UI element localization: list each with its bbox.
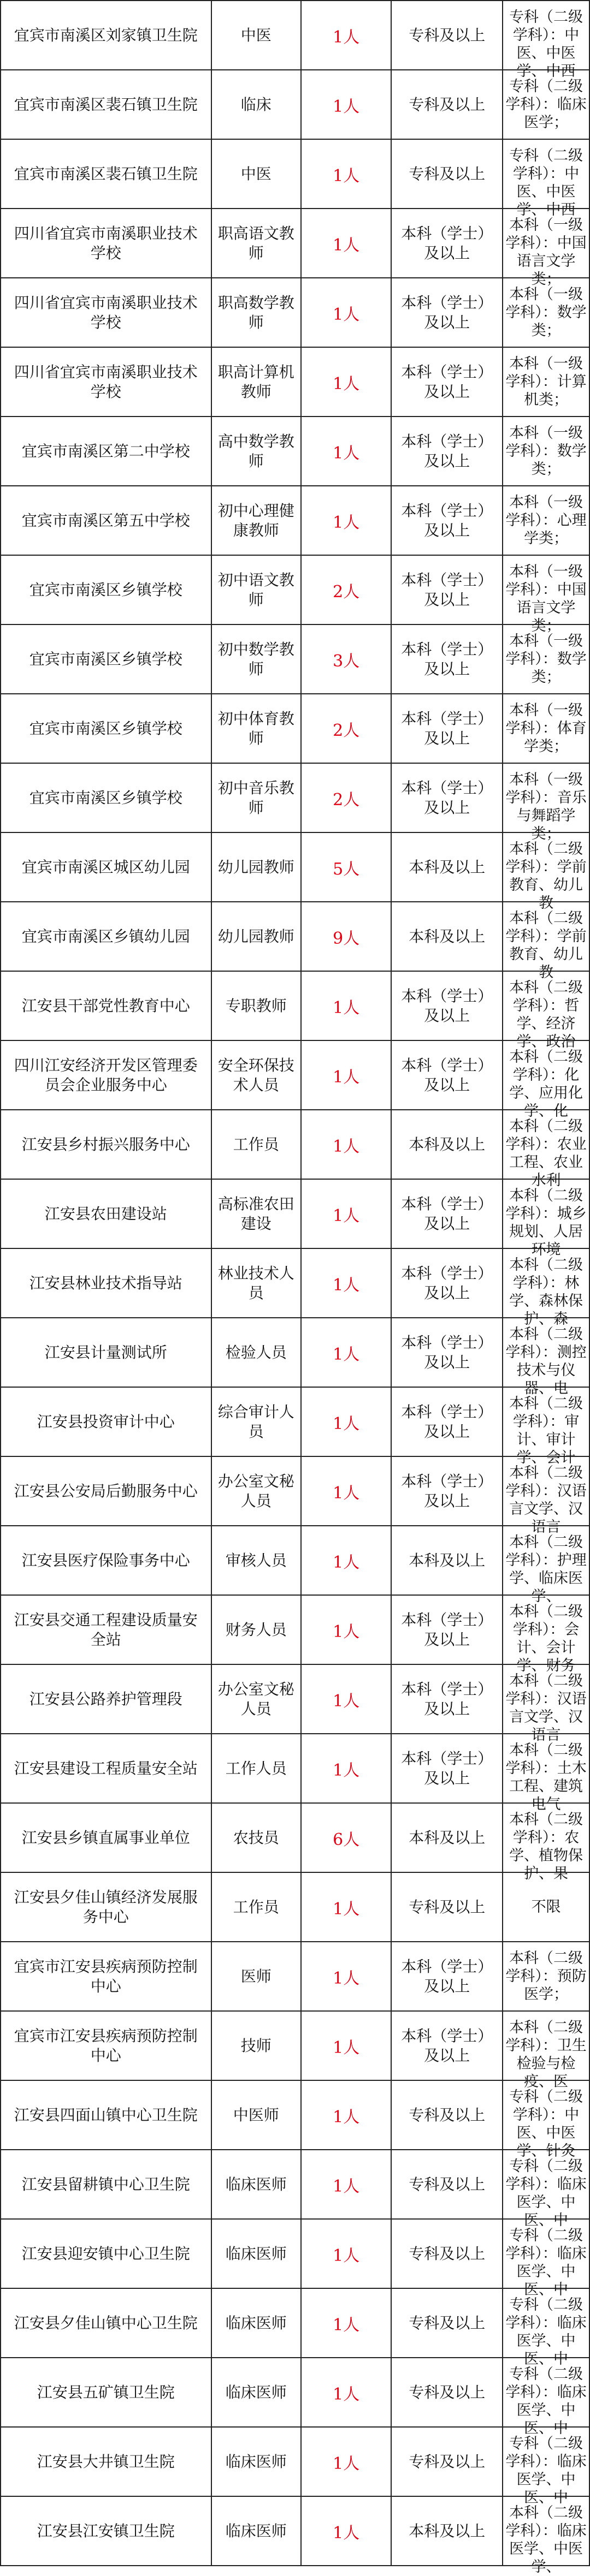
major-text: 本科（二级学科）：护理学、临床医学、 (505, 1533, 587, 1605)
major-cell (503, 139, 589, 218)
major-cell (503, 694, 589, 763)
table-row (1, 2219, 589, 2288)
major-cell (503, 2219, 589, 2298)
major-cell (503, 417, 589, 486)
table-row (1, 2427, 589, 2496)
education-cell: 本科（学士）及以上 (391, 555, 503, 624)
education-cell: 本科（学士）及以上 (391, 1387, 503, 1456)
post-name-cell: 临床医师 (211, 2219, 301, 2288)
table-row (1, 832, 589, 902)
education-cell: 专科及以上 (391, 1, 503, 70)
major-cell (503, 2080, 589, 2159)
unit-name-cell: 江安县四面山镇中心卫生院 (1, 2080, 211, 2150)
major-text: 本科（二级学科）：汉语言文学、汉语言 (505, 1464, 587, 1536)
education-cell: 本科及以上 (391, 902, 503, 971)
unit-name-cell: 江安县农田建设站 (1, 1179, 211, 1248)
table-row (1, 971, 589, 1040)
table-row (1, 2358, 589, 2427)
education-cell: 本科（学士）及以上 (391, 278, 503, 347)
table-row (1, 2496, 589, 2566)
unit-name-cell: 江安县医疗保险事务中心 (1, 1526, 211, 1595)
headcount-cell: 6人 (301, 1803, 391, 1872)
post-name-cell: 临床医师 (211, 2427, 301, 2496)
post-name-cell: 初中语文教师 (211, 555, 301, 624)
unit-name-cell: 宜宾市南溪区第五中学校 (1, 486, 211, 555)
headcount-cell: 1人 (301, 2011, 391, 2080)
post-name-cell: 工作员 (211, 1110, 301, 1179)
education-cell: 专科及以上 (391, 2358, 503, 2427)
education-cell: 本科及以上 (391, 832, 503, 902)
headcount-cell: 1人 (301, 1456, 391, 1526)
headcount-cell: 1人 (301, 347, 391, 417)
headcount-cell: 5人 (301, 832, 391, 902)
table-row (1, 1, 589, 70)
major-text: 本科（一级学科）：计算机类； (505, 355, 587, 408)
headcount-cell: 1人 (301, 1318, 391, 1387)
major-text: 本科（一级学科）：数学类； (505, 632, 587, 686)
headcount-cell: 1人 (301, 1664, 391, 1734)
headcount-cell: 1人 (301, 2496, 391, 2566)
education-cell: 专科及以上 (391, 2288, 503, 2358)
headcount-cell: 1人 (301, 1248, 391, 1318)
major-text: 本科（二级学科）：农学、植物保护、果 (509, 1811, 583, 1882)
post-name-cell: 专职教师 (211, 971, 301, 1040)
major-cell (503, 1526, 589, 1605)
major-cell (503, 902, 589, 981)
education-cell: 本科（学士）及以上 (391, 624, 503, 694)
unit-name-cell: 江安县乡镇直属事业单位 (1, 1803, 211, 1872)
major-text: 本科（二级学科）：会计、会计学、财务 (509, 1603, 583, 1674)
headcount-cell: 1人 (301, 70, 391, 139)
major-cell (503, 2358, 589, 2437)
post-name-cell: 临床 (211, 70, 301, 139)
major-text: 本科（一级学科）：心理学类； (505, 493, 587, 547)
post-name-cell: 幼儿园教师 (211, 902, 301, 971)
table-row (1, 1872, 589, 1942)
table-row (1, 2150, 589, 2219)
unit-name-cell: 江安县乡村振兴服务中心 (1, 1110, 211, 1179)
major-text: 本科（二级学科）：测控技术与仪器、电 (505, 1325, 587, 1397)
post-name-cell: 临床医师 (211, 2358, 301, 2427)
education-cell: 本科（学士）及以上 (391, 1040, 503, 1110)
table-row (1, 209, 589, 278)
post-name-cell: 临床医师 (211, 2288, 301, 2358)
major-text: 本科（二级学科）：化学、应用化学、化 (509, 1048, 583, 1120)
education-cell: 专科及以上 (391, 2427, 503, 2496)
education-cell: 本科（学士）及以上 (391, 209, 503, 278)
major-text: 本科（二级学科）：林学、森林保护、森 (509, 1256, 583, 1328)
education-cell: 本科（学士）及以上 (391, 694, 503, 763)
headcount-cell: 1人 (301, 2150, 391, 2219)
major-cell (503, 1179, 589, 1258)
post-name-cell: 初中音乐教师 (211, 763, 301, 832)
education-cell: 本科（学士）及以上 (391, 1456, 503, 1526)
unit-name-cell: 宜宾市南溪区乡镇学校 (1, 694, 211, 763)
unit-name-cell: 江安县公路养护管理段 (1, 1664, 211, 1734)
major-text: 本科（一级学科）：体育学类； (505, 701, 587, 755)
major-text: 专科（二级学科）：临床医学、中医、中 (505, 2296, 587, 2367)
unit-name-cell: 宜宾市江安县疾病预防控制中心 (1, 2011, 211, 2080)
major-text: 专科（二级学科）：临床医学； (505, 78, 587, 131)
post-name-cell: 职高数学教师 (211, 278, 301, 347)
post-name-cell: 检验人员 (211, 1318, 301, 1387)
table-row (1, 2080, 589, 2150)
unit-name-cell: 四川省宜宾市南溪职业技术学校 (1, 278, 211, 347)
major-text: 专科（二级学科）：临床医学、中医、中 (505, 2227, 587, 2298)
unit-name-cell: 宜宾市南溪区乡镇幼儿园 (1, 902, 211, 971)
unit-name-cell: 四川省宜宾市南溪职业技术学校 (1, 347, 211, 417)
post-name-cell: 综合审计人员 (211, 1387, 301, 1456)
headcount-cell: 2人 (301, 763, 391, 832)
education-cell: 本科（学士）及以上 (391, 486, 503, 555)
unit-name-cell: 江安县干部党性教育中心 (1, 971, 211, 1040)
table-row (1, 1803, 589, 1872)
education-cell: 本科及以上 (391, 1526, 503, 1595)
unit-name-cell: 江安县大井镇卫生院 (1, 2427, 211, 2496)
education-cell: 本科（学士）及以上 (391, 1664, 503, 1734)
table-row (1, 694, 589, 763)
table-row (1, 763, 589, 832)
major-cell (503, 1803, 589, 1882)
education-cell: 本科及以上 (391, 1110, 503, 1179)
major-text: 专科（二级学科）：临床医学、中医、中 (505, 2365, 587, 2437)
major-cell (503, 70, 589, 139)
unit-name-cell: 四川江安经济开发区管理委员会企业服务中心 (1, 1040, 211, 1110)
major-text: 本科（二级学科）：学前教育、幼儿教 (505, 840, 587, 912)
major-cell (503, 1664, 589, 1744)
post-name-cell: 初中数学教师 (211, 624, 301, 694)
table-row (1, 347, 589, 417)
education-cell: 专科及以上 (391, 1872, 503, 1942)
headcount-cell: 1人 (301, 209, 391, 278)
major-cell (503, 832, 589, 912)
major-cell (503, 1248, 589, 1328)
major-cell (503, 278, 589, 347)
education-cell: 专科及以上 (391, 70, 503, 139)
headcount-cell: 1人 (301, 2358, 391, 2427)
unit-name-cell: 江安县建设工程质量安全站 (1, 1734, 211, 1803)
unit-name-cell: 宜宾市南溪区城区幼儿园 (1, 832, 211, 902)
major-text: 本科（二级学科）：临床医学、中医学、 (505, 2504, 587, 2575)
education-cell: 本科及以上 (391, 2496, 503, 2566)
unit-name-cell: 江安县交通工程建设质量安全站 (1, 1595, 211, 1664)
table-row (1, 139, 589, 209)
major-cell (503, 971, 589, 1050)
major-cell (503, 1942, 589, 2011)
education-cell: 本科（学士）及以上 (391, 347, 503, 417)
post-name-cell: 中医师 (211, 2080, 301, 2150)
major-text: 本科（二级学科）：土木工程、建筑电气 (505, 1741, 587, 1813)
unit-name-cell: 江安县夕佳山镇中心卫生院 (1, 2288, 211, 2358)
post-name-cell: 工作人员 (211, 1734, 301, 1803)
unit-name-cell: 江安县江安镇卫生院 (1, 2496, 211, 2566)
education-cell: 本科（学士）及以上 (391, 2011, 503, 2080)
major-cell (503, 2011, 589, 2090)
table-row (1, 1179, 589, 1248)
table-row (1, 555, 589, 624)
unit-name-cell: 宜宾市南溪区第二中学校 (1, 417, 211, 486)
education-cell: 本科（学士）及以上 (391, 763, 503, 832)
unit-name-cell: 江安县投资审计中心 (1, 1387, 211, 1456)
post-name-cell: 幼儿园教师 (211, 832, 301, 902)
major-cell (503, 2496, 589, 2575)
education-cell: 本科（学士）及以上 (391, 417, 503, 486)
education-cell: 专科及以上 (391, 2080, 503, 2150)
post-name-cell: 林业技术人员 (211, 1248, 301, 1318)
major-text: 本科（二级学科）：卫生检验与检疫、医 (505, 2019, 587, 2090)
major-text: 专科（二级学科）：中医、中医学、中西 (509, 8, 583, 80)
post-name-cell: 财务人员 (211, 1595, 301, 1664)
post-name-cell: 职高计算机教师 (211, 347, 301, 417)
headcount-cell: 3人 (301, 624, 391, 694)
major-text: 专科（二级学科）：中医、中医学、针灸 (509, 2088, 583, 2159)
headcount-cell: 1人 (301, 1872, 391, 1942)
table-row (1, 278, 589, 347)
post-name-cell: 中医 (211, 1, 301, 70)
unit-name-cell: 宜宾市江安县疾病预防控制中心 (1, 1942, 211, 2011)
major-cell (503, 347, 589, 417)
post-name-cell: 中医 (211, 139, 301, 209)
headcount-cell: 1人 (301, 486, 391, 555)
major-cell (503, 1734, 589, 1813)
education-cell: 本科（学士）及以上 (391, 1179, 503, 1248)
major-text: 本科（二级学科）：农业工程、农业水利 (505, 1117, 587, 1189)
major-text: 本科（二级学科）：审计、审计学、会计 (509, 1395, 583, 1466)
major-text: 本科（二级学科）：预防医学； (505, 1949, 587, 2003)
major-cell (503, 1040, 589, 1120)
table-row (1, 1248, 589, 1318)
major-cell (503, 1110, 589, 1189)
major-text: 本科（一级学科）：中国语言文学类； (505, 563, 587, 634)
major-cell (503, 763, 589, 842)
headcount-cell: 2人 (301, 555, 391, 624)
headcount-cell: 1人 (301, 1942, 391, 2011)
major-text: 专科（二级学科）：中医、中医学、中西 (509, 147, 583, 218)
education-cell: 专科及以上 (391, 2150, 503, 2219)
education-cell: 本科（学士）及以上 (391, 1734, 503, 1803)
headcount-cell: 1人 (301, 2219, 391, 2288)
major-cell (503, 1595, 589, 1674)
table-body (1, 1, 589, 2575)
table-row (1, 2288, 589, 2358)
major-cell (503, 486, 589, 555)
post-name-cell: 临床医师 (211, 2150, 301, 2219)
table-row (1, 486, 589, 555)
major-cell (503, 2150, 589, 2229)
post-name-cell: 初中心理健康教师 (211, 486, 301, 555)
headcount-cell: 1人 (301, 1387, 391, 1456)
headcount-cell: 1人 (301, 2427, 391, 2496)
table-row (1, 1318, 589, 1387)
unit-name-cell: 宜宾市南溪区裴石镇卫生院 (1, 139, 211, 209)
table-row (1, 70, 589, 139)
major-text: 不限 (531, 1899, 561, 1915)
unit-name-cell: 宜宾市南溪区裴石镇卫生院 (1, 70, 211, 139)
unit-name-cell: 江安县留耕镇中心卫生院 (1, 2150, 211, 2219)
major-cell (503, 624, 589, 694)
post-name-cell: 医师 (211, 1942, 301, 2011)
post-name-cell: 工作员 (211, 1872, 301, 1942)
unit-name-cell: 四川省宜宾市南溪职业技术学校 (1, 209, 211, 278)
table-row (1, 1595, 589, 1664)
headcount-cell: 1人 (301, 1179, 391, 1248)
headcount-cell: 2人 (301, 694, 391, 763)
unit-name-cell: 江安县迎安镇中心卫生院 (1, 2219, 211, 2288)
headcount-cell: 1人 (301, 278, 391, 347)
unit-name-cell: 江安县计量测试所 (1, 1318, 211, 1387)
education-cell: 本科（学士）及以上 (391, 1942, 503, 2011)
major-text: 本科（二级学科）：汉语言文学、汉语言 (505, 1672, 587, 1744)
education-cell: 本科（学士）及以上 (391, 1318, 503, 1387)
unit-name-cell: 宜宾市南溪区刘家镇卫生院 (1, 1, 211, 70)
major-text: 专科（二级学科）：临床医学、中医、中 (505, 2157, 587, 2229)
table-row (1, 2011, 589, 2080)
major-cell (503, 555, 589, 634)
education-cell: 本科（学士）及以上 (391, 971, 503, 1040)
education-cell: 本科（学士）及以上 (391, 1248, 503, 1318)
post-name-cell: 安全环保技术人员 (211, 1040, 301, 1110)
headcount-cell: 1人 (301, 1, 391, 70)
major-cell (503, 1, 589, 80)
unit-name-cell: 江安县林业技术指导站 (1, 1248, 211, 1318)
headcount-cell: 1人 (301, 417, 391, 486)
headcount-cell: 9人 (301, 902, 391, 971)
table-row (1, 624, 589, 694)
unit-name-cell: 宜宾市南溪区乡镇学校 (1, 624, 211, 694)
major-text: 专科（二级学科）：临床医学、中医、中 (505, 2435, 587, 2506)
headcount-cell: 1人 (301, 2288, 391, 2358)
table-row (1, 902, 589, 971)
headcount-cell: 1人 (301, 1110, 391, 1179)
major-text: 本科（一级学科）：音乐与舞蹈学类； (505, 771, 587, 842)
post-name-cell: 高中数学教师 (211, 417, 301, 486)
major-cell (503, 2427, 589, 2506)
post-name-cell: 初中体育教师 (211, 694, 301, 763)
table-row (1, 1040, 589, 1110)
unit-name-cell: 宜宾市南溪区乡镇学校 (1, 555, 211, 624)
post-name-cell: 职高语文教师 (211, 209, 301, 278)
major-text: 本科（二级学科）：城乡规划、人居环境 (505, 1187, 587, 1258)
table-row (1, 1526, 589, 1595)
table-row (1, 1664, 589, 1734)
headcount-cell: 1人 (301, 1595, 391, 1664)
headcount-cell: 1人 (301, 1734, 391, 1803)
education-cell: 专科及以上 (391, 2219, 503, 2288)
table-row (1, 1110, 589, 1179)
major-text: 本科（一级学科）：数学类； (505, 424, 587, 478)
major-cell (503, 2288, 589, 2367)
post-name-cell: 农技员 (211, 1803, 301, 1872)
unit-name-cell: 江安县夕佳山镇经济发展服务中心 (1, 1872, 211, 1942)
headcount-cell: 1人 (301, 139, 391, 209)
education-cell: 专科及以上 (391, 139, 503, 209)
post-name-cell: 审核人员 (211, 1526, 301, 1595)
major-cell (503, 209, 589, 288)
table-row (1, 1456, 589, 1526)
major-cell (503, 1318, 589, 1397)
unit-name-cell: 江安县五矿镇卫生院 (1, 2358, 211, 2427)
headcount-cell: 1人 (301, 1526, 391, 1595)
unit-name-cell: 宜宾市南溪区乡镇学校 (1, 763, 211, 832)
major-text: 本科（一级学科）：数学类； (505, 285, 587, 339)
major-text: 本科（二级学科）：哲学、经济学、政治 (509, 979, 583, 1050)
headcount-cell: 1人 (301, 971, 391, 1040)
table-row (1, 1734, 589, 1803)
post-name-cell: 办公室文秘人员 (211, 1456, 301, 1526)
major-cell (503, 1387, 589, 1466)
major-text: 本科（一级学科）：中国语言文学类； (505, 216, 587, 288)
major-cell (503, 1456, 589, 1536)
post-name-cell: 高标准农田建设 (211, 1179, 301, 1248)
table-row (1, 1387, 589, 1456)
unit-name-cell: 江安县公安局后勤服务中心 (1, 1456, 211, 1526)
table-row (1, 417, 589, 486)
headcount-cell: 1人 (301, 1040, 391, 1110)
headcount-cell: 1人 (301, 2080, 391, 2150)
education-cell: 本科（学士）及以上 (391, 1595, 503, 1664)
post-name-cell: 临床医师 (211, 2496, 301, 2566)
major-cell (503, 1872, 589, 1942)
table-row (1, 1942, 589, 2011)
post-name-cell: 技师 (211, 2011, 301, 2080)
major-text: 本科（二级学科）：学前教育、幼儿教 (505, 909, 587, 981)
post-name-cell: 办公室文秘人员 (211, 1664, 301, 1734)
education-cell: 本科及以上 (391, 1803, 503, 1872)
